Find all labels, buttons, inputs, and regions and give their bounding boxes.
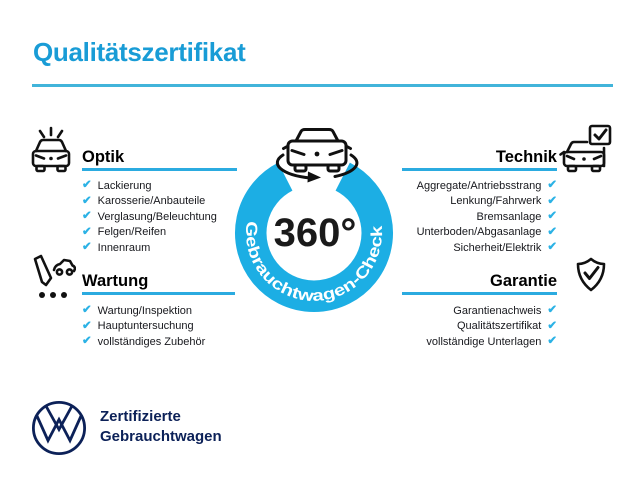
checklist-item: Qualitätszertifikat ✔ <box>456 319 557 333</box>
checklist-item: Garantienachweis ✔ <box>453 304 557 317</box>
check-icon: ✔ <box>547 319 557 332</box>
check-icon: ✔ <box>82 319 92 332</box>
vw-logo <box>30 399 88 457</box>
section-title-technik: Technik <box>495 148 557 166</box>
footer-claim-line2: Gebrauchtwagen <box>100 427 222 445</box>
rotation-arrowhead <box>308 172 322 183</box>
checklist-item: ✔ Felgen/Reifen <box>82 225 167 239</box>
check-icon: ✔ <box>547 210 557 222</box>
check-icon: ✔ <box>82 335 92 347</box>
section-title-wartung: Wartung <box>82 272 149 290</box>
checklist-item: Aggregate/Antriebsstrang ✔ <box>416 179 557 192</box>
check-icon: ✔ <box>82 179 92 191</box>
checklist-item: Lenkung/Fahrwerk ✔ <box>450 194 557 208</box>
checklist-item: Sicherheit/Elektrik ✔ <box>453 241 557 254</box>
checklist-item: ✔ Innenraum <box>82 241 151 254</box>
checklist-item: ✔ Lackierung <box>82 179 152 192</box>
checklist-item: vollständige Unterlagen ✔ <box>426 335 557 348</box>
360-badge-label: 360° <box>273 211 357 255</box>
footer-claim-line1: Zertifizierte <box>100 408 181 425</box>
footer-claim <box>100 407 222 446</box>
checklist-item: ✔ Karosserie/Anbauteile <box>82 194 206 208</box>
checklist-item: ✔ vollständiges Zubehör <box>82 335 206 348</box>
checklist-item: Bremsanlage ✔ <box>476 210 557 223</box>
check-icon: ✔ <box>547 335 557 347</box>
check-icon: ✔ <box>547 225 557 238</box>
check-icon: ✔ <box>82 225 92 238</box>
check-icon: ✔ <box>547 194 557 207</box>
checklist-item: Unterboden/Abgasanlage ✔ <box>416 225 557 239</box>
page-title: Qualitätszertifikat <box>33 37 246 67</box>
check-icon: ✔ <box>547 241 557 253</box>
section-title-optik: Optik <box>82 148 125 166</box>
check-icon: ✔ <box>82 304 92 316</box>
section-title-garantie: Garantie <box>490 272 557 290</box>
check-icon: ✔ <box>82 241 92 253</box>
check-icon: ✔ <box>547 179 557 191</box>
check-icon: ✔ <box>82 210 92 222</box>
checklist-item: ✔ Hauptuntersuchung <box>82 319 194 333</box>
checklist-item: ✔ Wartung/Inspektion <box>82 304 193 317</box>
checklist-item: ✔ Verglasung/Beleuchtung <box>82 210 217 223</box>
check-icon: ✔ <box>82 194 92 207</box>
ring-curved-label: Gebrauchtwagen-Check <box>241 220 387 306</box>
check-icon: ✔ <box>547 304 557 316</box>
